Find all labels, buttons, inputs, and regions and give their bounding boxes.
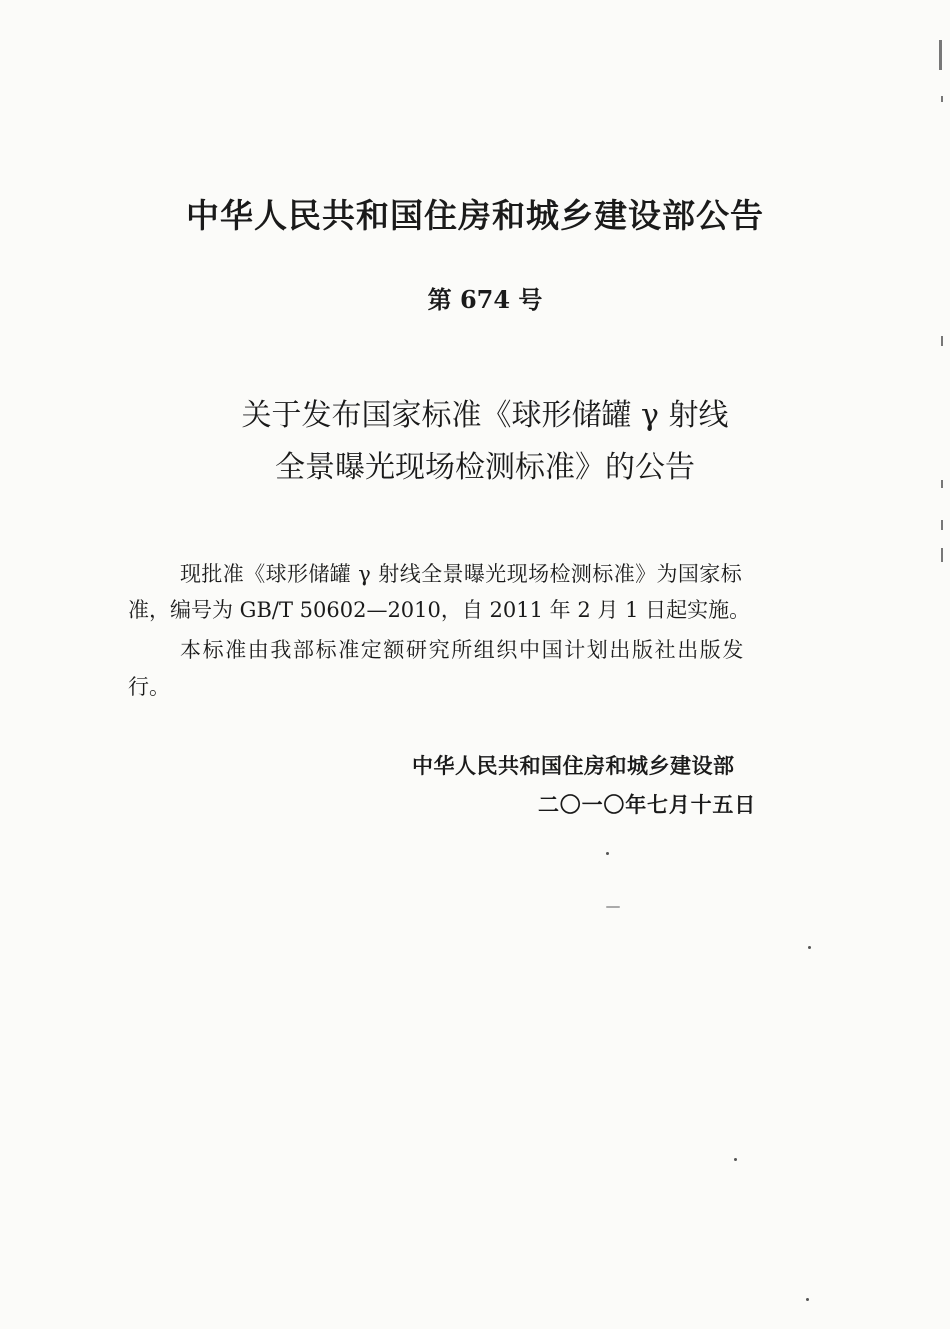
issuer-signature: 中华人民共和国住房和城乡建设部 [412,754,735,778]
scan-edge-mark [939,40,942,70]
scan-speck [806,1298,809,1301]
scan-speck [606,906,620,908]
issue-date: 二〇一〇年七月十五日 [538,793,756,817]
scan-edge-mark [941,520,943,530]
scan-edge-mark [941,548,943,562]
announcement-heading: 中华人民共和国住房和城乡建设部公告 [186,196,764,235]
scan-speck [734,1158,737,1161]
scan-speck [606,852,609,855]
body-paragraph-1-line-2: 准，编号为 GB/T 50602—2010，自 2011 年 2 月 1 日起实施。 [128,598,751,622]
scan-edge-mark [941,336,943,346]
body-paragraph-1-line-1: 现批准《球形储罐 γ 射线全景曝光现场检测标准》为国家标 [180,562,743,586]
scan-speck [808,946,811,949]
announcement-number: 第 674 号 [427,285,543,314]
body-paragraph-2-line-1: 本标准由我部标准定额研究所组织中国计划出版社出版发 [180,638,745,662]
scan-edge-mark [941,480,943,488]
announcement-subtitle-line-2: 全景曝光现场检测标准》的公告 [275,450,695,485]
scan-edge-mark [941,96,943,102]
announcement-subtitle-line-1: 关于发布国家标准《球形储罐 γ 射线 [241,398,729,433]
body-paragraph-2-line-2: 行。 [128,675,170,699]
